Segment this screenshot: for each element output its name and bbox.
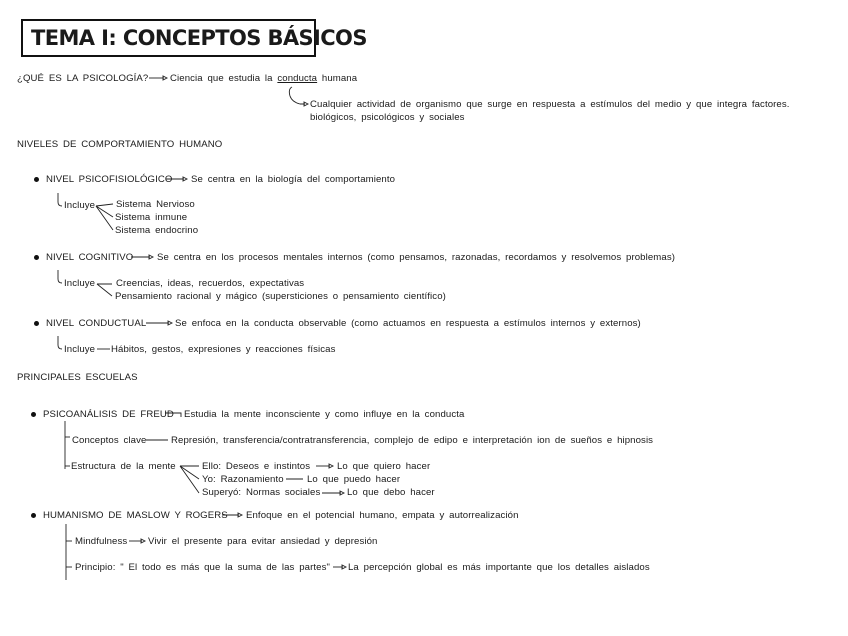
conducta-definition-line1: Cualquier actividad de organismo que surge en respuesta a estímulos del medio y que integra factores.	[310, 99, 790, 110]
conducta-definition-line2: biológicos, psicológicos y sociales	[310, 112, 465, 123]
cognitivo-item: Creencias, ideas, recuerdos, expectativas	[116, 278, 305, 289]
humanismo-principio-label: Principio: " El todo es más que la suma de las partes"	[75, 562, 330, 573]
cognitivo-item: Pensamiento racional y mágico (supersticiones o pensamiento científico)	[115, 291, 446, 302]
estructura-meaning: Lo que puedo hacer	[307, 474, 401, 485]
conductual-item: Hábitos, gestos, expresiones y reacciones físicas	[111, 344, 336, 355]
nivel-psicofisiologico-desc: Se centra en la biología del comportamiento	[191, 174, 396, 185]
estructura-part: Ello: Deseos e instintos	[202, 461, 311, 472]
title-box	[21, 19, 367, 57]
bullet-icon	[34, 255, 39, 260]
escuela-humanismo-name: HUMANISMO DE MASLOW Y ROGERS	[43, 510, 228, 521]
escuela-humanismo-desc: Enfoque en el potencial humano, empata y autorrealización	[246, 510, 519, 521]
psicofisiologico-incluye: Incluye	[64, 200, 96, 211]
bullet-icon	[31, 412, 36, 417]
estructura-part: Superyó: Normas sociales	[202, 487, 321, 498]
escuela-freud-desc: Estudia la mente inconsciente y como influye en la conducta	[184, 409, 465, 420]
nivel-cognitivo-name: NIVEL COGNITIVO	[46, 252, 134, 263]
nivel-conductual-name: NIVEL CONDUCTUAL	[46, 318, 147, 329]
estructura-part: Yo: Razonamiento	[202, 474, 284, 485]
escuelas-heading: PRINCIPALES ESCUELAS	[17, 372, 138, 383]
psicofisiologico-item: Sistema inmune	[115, 212, 188, 223]
def-word-conducta: conducta	[277, 73, 318, 84]
conductual-incluye: Incluye	[64, 344, 96, 355]
estructura-meaning: Lo que quiero hacer	[337, 461, 431, 472]
psicofisiologico-item: Sistema Nervioso	[116, 199, 195, 210]
psicologia-definition	[170, 73, 357, 84]
freud-estructura-label: Estructura de la mente	[71, 461, 176, 472]
humanismo-mindfulness-label: Mindfulness	[75, 536, 128, 547]
freud-conceptos-label: Conceptos clave	[72, 435, 147, 446]
niveles-heading: NIVELES DE COMPORTAMIENTO HUMANO	[17, 139, 223, 150]
def-post: humana	[321, 73, 358, 84]
psicologia-question: ¿QUÉ ES LA PSICOLOGÍA?	[17, 73, 149, 84]
humanismo-mindfulness: Vivir el presente para evitar ansiedad y depresión	[148, 536, 378, 547]
psicofisiologico-item: Sistema endocrino	[115, 225, 199, 236]
freud-conceptos: Represión, transferencia/contratransferencia, complejo de edipo e interpretación ion de sueños e hipnosis	[171, 435, 654, 446]
page-title: TEMA I: CONCEPTOS BÁSICOS	[31, 26, 367, 50]
def-pre: Ciencia que estudia la	[170, 73, 273, 84]
nivel-conductual-desc: Se enfoca en la conducta observable (como actuamos en respuesta a estímulos internos y externos)	[175, 318, 641, 329]
nivel-cognitivo-desc: Se centra en los procesos mentales internos (como pensamos, razonadas, recordamos y resolvemos problemas)	[157, 252, 676, 263]
estructura-meaning: Lo que debo hacer	[347, 487, 435, 498]
escuela-freud-name: PSICOANÁLISIS DE FREUD	[43, 409, 174, 420]
bullet-icon	[31, 513, 36, 518]
bullet-icon	[34, 321, 39, 326]
cognitivo-incluye: Incluye	[64, 278, 96, 289]
bullet-icon	[34, 177, 39, 182]
nivel-psicofisiologico-name: NIVEL PSICOFISIOLÓGICO	[46, 174, 173, 185]
humanismo-principio: La percepción global es más importante que los detalles aislados	[348, 562, 650, 573]
